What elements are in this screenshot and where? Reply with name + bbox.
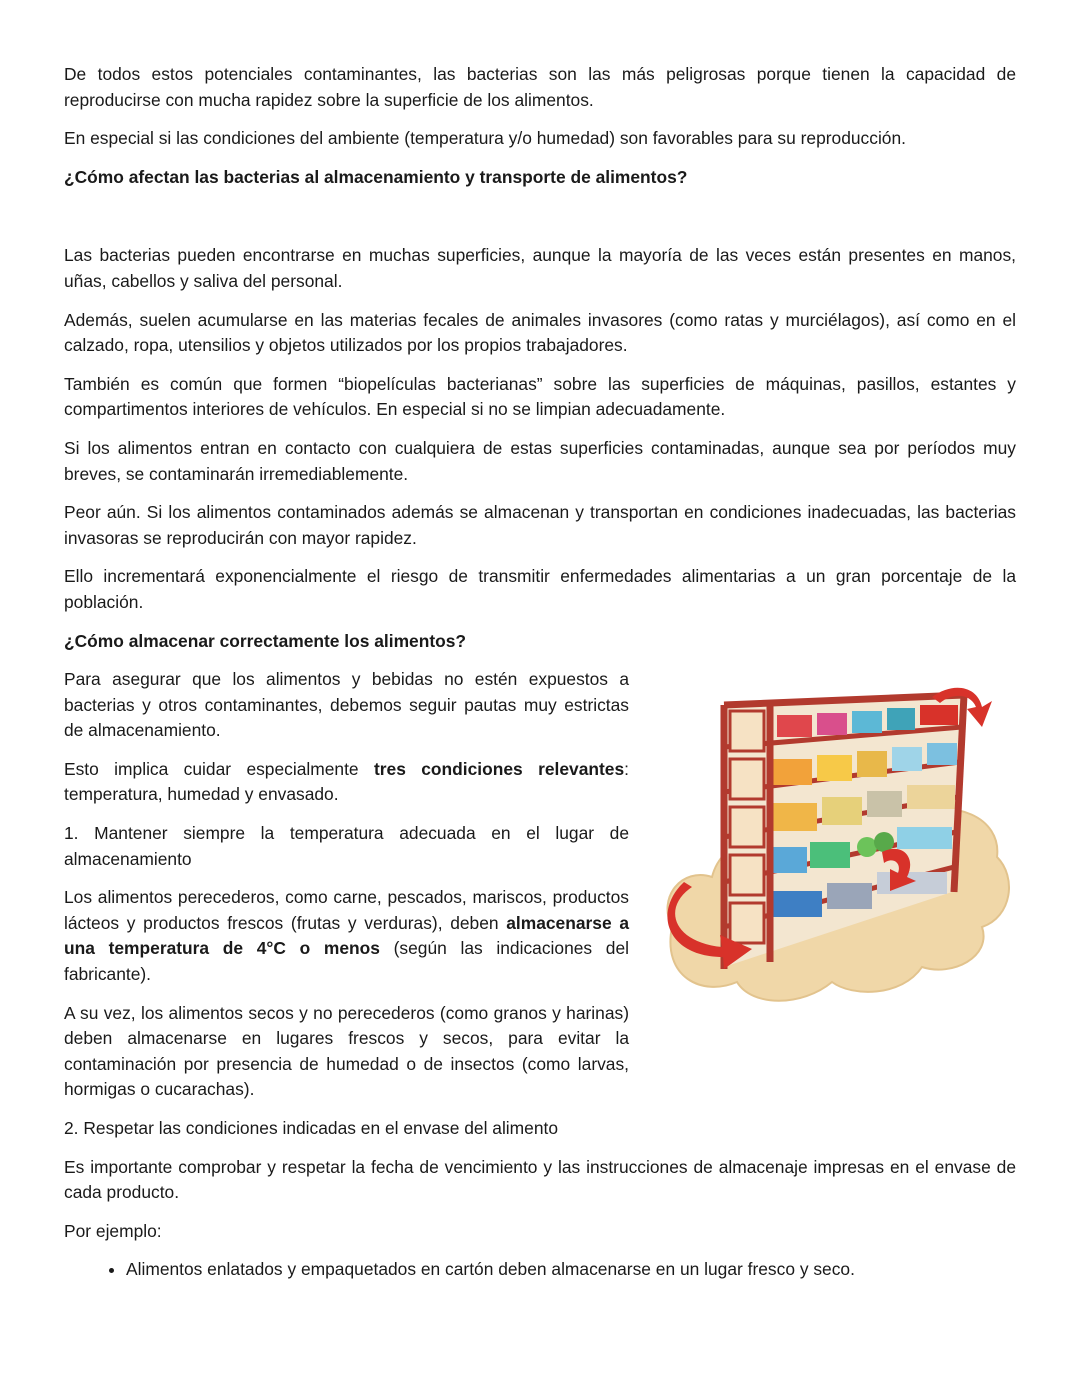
paragraph: Peor aún. Si los alimentos contaminados además se almacenan y transportan en condiciones inadecuadas, las bacterias invasoras se reproducirán con mayor rapidez. (64, 502, 1016, 548)
supermarket-shelf-illustration (652, 677, 1017, 1037)
paragraph: También es común que formen “biopelículas bacterianas” sobre las superficies de máquinas, pasillos, estantes y compartimentos interiores de vehículos. En especial si no se limpian adecuadamente. (64, 373, 1016, 420)
paragraph: Ello incrementará exponencialmente el riesgo de transmitir enfermedades alimentarias a un gran porcentaje de la población. (64, 566, 1016, 612)
section-heading-storage: ¿Cómo almacenar correctamente los alimentos? (64, 630, 467, 651)
side-panel (730, 711, 764, 943)
document-page (64, 62, 1016, 1283)
paragraph: A su vez, los alimentos secos y no perecederos (como granos y harinas) deben almacenarse en lugares frescos y secos, para evitar la contaminación por presencia de humedad o de insectos (como larvas, hormigas o cucarachas). (64, 1002, 629, 1100)
paragraph: Los alimentos perecederos, como carne, pescados, mariscos, productos lácteos y productos frescos (frutas y verduras), deben almacenarse a una temperatura de 4°C o menos (según las indicaciones del fabricante). (64, 887, 629, 985)
list-item: • Alimentos enlatados y empaquetados en cartón deben almacenarse en un lugar fresco y seco. (126, 1257, 1016, 1283)
bold-text: almacenarse a una temperatura de 4°C o menos (64, 912, 629, 959)
numbered-item-2: 2. Respetar las condiciones indicadas en el envase del alimento (64, 1118, 559, 1138)
section-heading-bacteria: ¿Cómo afectan las bacterias al almacenamiento y transporte de alimentos? (64, 166, 688, 187)
paragraph: Además, suelen acumularse en las materias fecales de animales invasores (como ratas y murciélagos), así como en el calzado, ropa, utensilios y objetos utilizados por los propios trabajadores. (64, 309, 1016, 356)
intro-paragraph-1: De todos estos potenciales contaminantes, las bacterias son las más peligrosas porque tienen la capacidad de reproducirse con mucha rapidez sobre la superficie de los alimentos. (64, 64, 1016, 110)
paragraph: Para asegurar que los alimentos y bebidas no estén expuestos a bacterias y otros contaminantes, debemos seguir pautas muy estrictas de almacenamiento. (64, 669, 629, 741)
bullet-list (64, 1257, 1016, 1283)
storage-section (64, 667, 1016, 1103)
bold-text: tres condiciones relevantes (373, 758, 625, 779)
paragraph: Por ejemplo: (64, 1220, 162, 1241)
paragraph: Si los alimentos entran en contacto con cualquiera de estas superficies contaminadas, aunque sea por períodos muy breves, se contaminarán irremediablemente. (64, 437, 1016, 484)
paragraph: Las bacterias pueden encontrarse en muchas superficies, aunque la mayoría de las veces están presentes en manos, uñas, cabellos y saliva del personal. (64, 245, 1016, 291)
paragraph: Esto implica cuidar especialmente tres condiciones relevantes: temperatura, humedad y envasado. (64, 758, 629, 805)
numbered-item-1: 1. Mantener siempre la temperatura adecuada en el lugar de almacenamiento (64, 823, 629, 869)
paragraph: Es importante comprobar y respetar la fecha de vencimiento y las instrucciones de almacenaje impresas en el envase de cada producto. (64, 1156, 1016, 1203)
intro-paragraph-2: En especial si las condiciones del ambiente (temperatura y/o humedad) son favorables para su reproducción. (64, 128, 906, 149)
